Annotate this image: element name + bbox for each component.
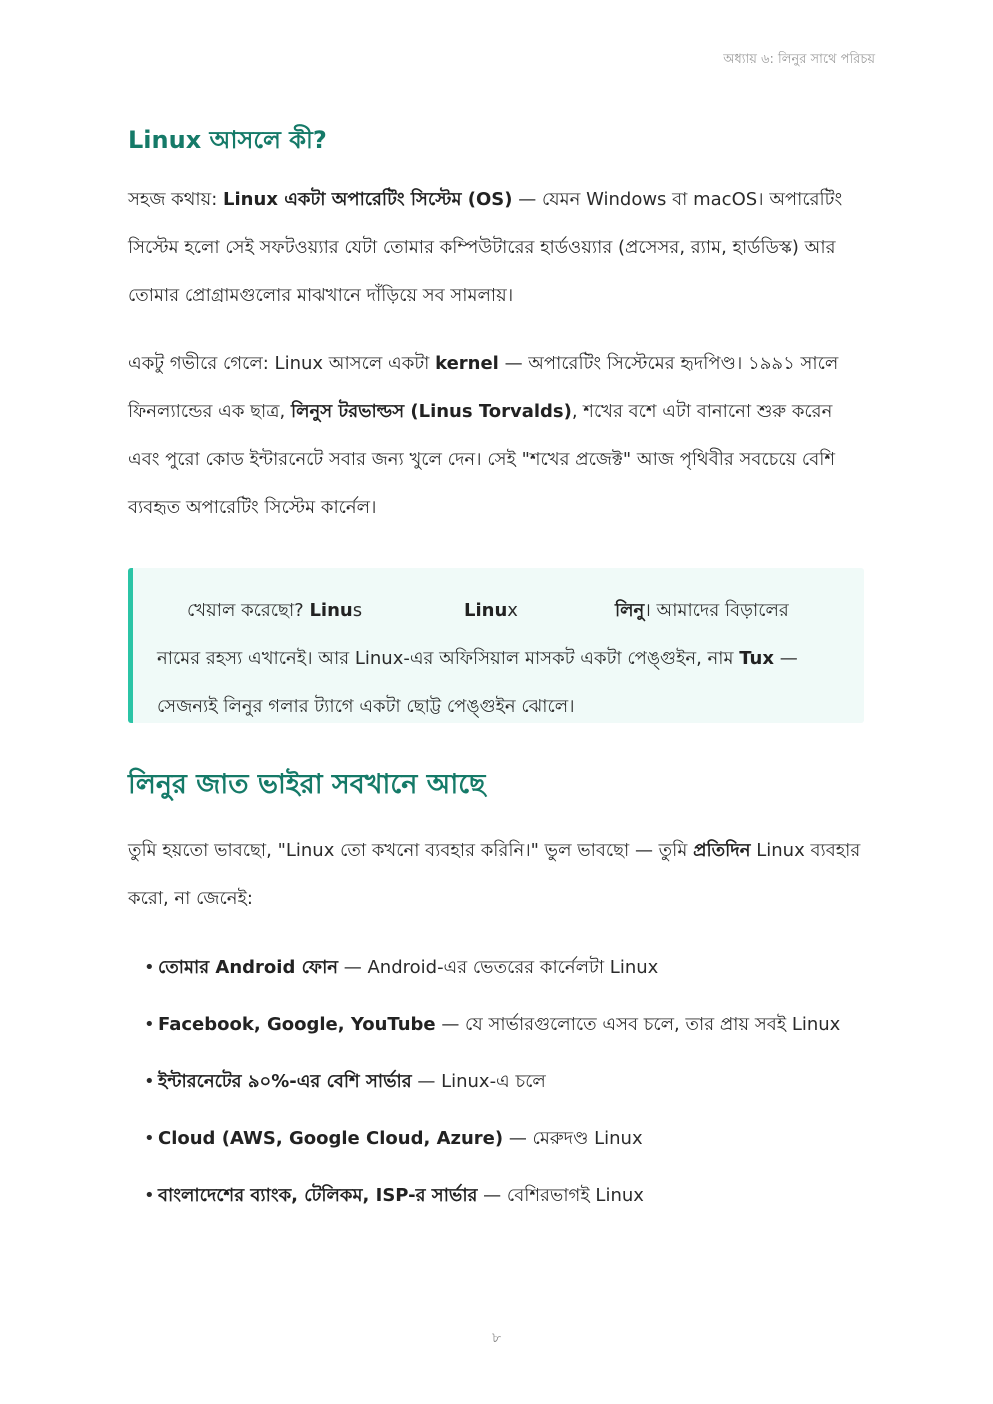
- list-item-title: বাংলাদেশের ব্যাংক, টেলিকম, ISP-র সার্ভার: [158, 1185, 478, 1206]
- bullet-icon: •: [144, 957, 155, 978]
- list-item: [144, 1053, 864, 1110]
- paragraph-text: , শখের বশে এটা বানানো শুরু করেন এবং পুরো কোড ইন্টারনেটে সবার জন্য খুলে দেন। সেই "শখের প্রজেক্ট" আজ পৃথিবীর সবচেয়ে বেশি ব্যবহৃত অপারেটিং সিস্টেম কার্নেল।: [128, 401, 836, 518]
- paragraph-text: একটু গভীরে গেলে: Linux আসলে একটা: [128, 353, 436, 374]
- callout-text: x: [507, 600, 518, 621]
- running-header: অধ্যায় ৬: লিনুর সাথে পরিচয়: [723, 52, 875, 67]
- bold-text: Linux একটা অপারেটিং সিস্টেম (OS): [223, 189, 513, 210]
- paragraph-intro: [128, 827, 864, 923]
- usage-list: [128, 939, 864, 1224]
- callout-line: [157, 635, 838, 731]
- list-item-title: ইন্টারনেটের ৯০%-এর বেশি সার্ভার: [158, 1071, 412, 1092]
- callout-segment: [187, 587, 464, 635]
- callout-box: [128, 568, 864, 723]
- page-content: [128, 122, 864, 1224]
- list-item-text: — মেরুদণ্ড Linux: [503, 1128, 643, 1149]
- callout-segment: [615, 587, 789, 635]
- list-item-text: — বেশিরভাগই Linux: [477, 1185, 644, 1206]
- list-item: [144, 939, 864, 996]
- paragraph-text: — অপারেটিং সিস্টেমের হৃদপিণ্ড। ১৯৯১ সালে ফিনল্যান্ডের এক ছাত্র,: [128, 353, 839, 422]
- paragraph-text: Linux ব্যবহার করো, না জেনেই:: [128, 840, 861, 909]
- callout-text: । আমাদের বিড়ালের: [644, 600, 789, 621]
- callout-text: খেয়াল করেছো?: [187, 600, 310, 621]
- bullet-icon: •: [144, 1185, 155, 1206]
- list-item-text: — Linux-এ চলে: [411, 1071, 546, 1092]
- paragraph-os-definition: [128, 176, 864, 320]
- callout-segment: [464, 587, 615, 635]
- paragraph-text: সহজ কথায়:: [128, 189, 224, 210]
- list-item-title: তোমার Android ফোন: [158, 957, 339, 978]
- list-item: [144, 996, 864, 1053]
- list-item-text: — যে সার্ভারগুলোতে এসব চলে, তার প্রায় সবই Linux: [435, 1014, 841, 1035]
- list-item: [144, 1110, 864, 1167]
- callout-line: [157, 587, 838, 635]
- paragraph-kernel-history: [128, 340, 864, 532]
- callout-text: — সেজন্যই লিনুর গলার ট্যাগে একটা ছোট্ট পেঙ্গুইন ঝোলে।: [157, 648, 798, 717]
- list-item-title: Facebook, Google, YouTube: [158, 1014, 436, 1035]
- list-item-title: Cloud (AWS, Google Cloud, Azure): [158, 1128, 504, 1149]
- bold-text: লিনুস টরভাল্ডস (Linus Torvalds): [290, 401, 572, 422]
- callout-text: s: [352, 600, 363, 621]
- section-heading-linux-everywhere: লিনুর জাত ভাইরা সবখানে আছে: [128, 769, 486, 800]
- bold-text: Tux: [739, 648, 774, 669]
- bold-text: Linu: [309, 600, 353, 621]
- bold-text: Linu: [464, 600, 508, 621]
- bold-text: প্রতিদিন: [693, 840, 751, 861]
- bullet-icon: •: [144, 1014, 155, 1035]
- list-item-text: — Android-এর ভেতরের কার্নেলটা Linux: [338, 957, 659, 978]
- callout-text: নামের রহস্য এখানেই। আর Linux-এর অফিসিয়াল মাসকট একটা পেঙ্গুইন, নাম: [157, 648, 740, 669]
- bullet-icon: •: [144, 1071, 155, 1092]
- bold-text: লিনু: [615, 600, 645, 621]
- paragraph-text: তুমি হয়তো ভাবছো, "Linux তো কখনো ব্যবহার করিনি।" ভুল ভাবছো — তুমি: [128, 840, 694, 861]
- section-heading-what-is-linux: Linux আসলে কী?: [128, 126, 327, 154]
- list-item: [144, 1167, 864, 1224]
- paragraph-text: — যেমন Windows বা macOS। অপারেটিং সিস্টেম হলো সেই সফটওয়্যার যেটা তোমার কম্পিউটারের হার্ডওয়্যার (প্রসেসর, র‍্যাম, হার্ডডিস্ক) আর তোমার প্রোগ্রামগুলোর মাঝখানে দাঁড়িয়ে সব সামলায়।: [128, 189, 843, 306]
- bullet-icon: •: [144, 1128, 155, 1149]
- bold-text: kernel: [435, 353, 499, 374]
- page-number: ৮: [491, 1330, 502, 1346]
